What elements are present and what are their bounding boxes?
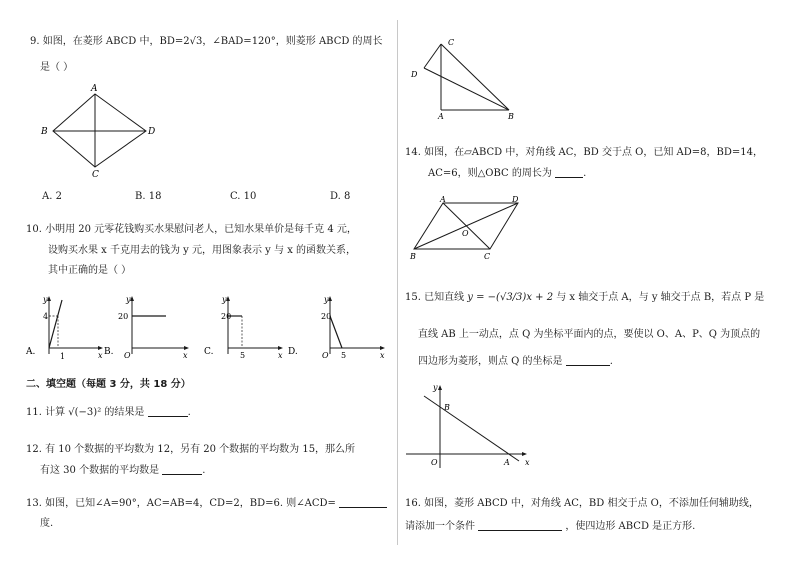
q15-line3-wrap: 四边形为菱形，则点 Q 的坐标是 . [418,356,613,367]
svg-text:y: y [222,295,227,304]
option-label: D. [288,347,298,357]
q10-line2: 设购买水果 x 千克用去的钱为 y 元，用图象表示 y 与 x 的函数关系， [48,245,357,256]
svg-text:O: O [431,458,438,467]
q15-line2: 直线 AB 上一动点，点 Q 为坐标平面内的点，要使以 O、A、P、Q 为顶点的 [418,329,761,340]
q10-line3: 其中正确的是（ ） [48,265,132,276]
line-ab [424,396,519,461]
q9-option-a: A. 2 [42,191,62,202]
q16-line2-post: ，使四边形 ABCD 是正方形. [565,521,696,532]
q9-line2: 是（ ） [40,62,74,73]
q10-line1: 10. 小明用 20 元零花钱购买水果慰问老人，已知水果单价是每千克 4 元， [26,224,357,235]
q14-parallelogram-figure [408,194,528,262]
svg-text:O: O [124,351,131,360]
q11-expr: √(−3)² [68,407,102,418]
q14-line2: AC=6，则△OBC 的周长为 [428,168,552,179]
svg-text:y: y [433,383,438,392]
svg-text:O: O [322,351,329,360]
svg-text:x: x [380,351,385,360]
q10-graph-b [104,294,204,364]
q11-post: 的结果是 [104,407,145,418]
svg-text:20: 20 [118,312,129,321]
svg-text:D: D [411,70,418,79]
svg-text:x: x [278,351,283,360]
q12-line1: 12. 有 10 个数据的平均数为 12，另有 20 个数据的平均数为 15，那么所 [26,444,356,455]
q9-option-d: D. 8 [330,191,351,202]
q13-figure [408,36,528,126]
q10-graph-a [26,294,116,364]
q15-line3: 四边形为菱形，则点 Q 的坐标是 [418,356,563,367]
q15-answer-blank[interactable] [566,355,610,366]
q9-option-c: C. 10 [230,191,257,202]
svg-text:C: C [448,38,455,47]
graph-line [49,300,62,348]
q13-line1: 13. 如图，已知∠A=90°，AC=AB=4，CD=2，BD=6. 则∠ACD= [26,498,336,509]
svg-text:B: B [410,252,416,261]
svg-text:A: A [440,195,446,204]
q16-answer-blank[interactable] [478,520,562,531]
diagonal-bd [414,203,518,249]
label-d: D [148,127,156,137]
q15-graph [404,382,539,472]
q14-line1: 14. 如图，在▱ABCD 中，对角线 AC，BD 交于点 O，已知 AD=8，BD=14， [405,147,763,158]
svg-text:5: 5 [341,351,347,360]
svg-text:20: 20 [321,312,332,321]
svg-text:1: 1 [60,352,66,361]
q12-line2: 有这 30 个数据的平均数是 [40,465,160,476]
svg-text:x: x [525,458,530,467]
svg-text:5: 5 [240,351,246,360]
q16-line2 [405,520,695,533]
svg-text:4: 4 [43,312,49,321]
label-c: C [92,170,99,180]
svg-text:y: y [126,295,131,304]
q14-line2-wrap: AC=6，则△OBC 的周长为 . [428,168,587,179]
graph-line [330,316,342,348]
option-label: A. [26,347,36,357]
q15-equation: y = −(√3/3)x + 2 [467,292,554,303]
q14-answer-blank[interactable] [555,167,583,178]
q15-line1 [405,291,764,304]
q12-line2-wrap: 有这 30 个数据的平均数是 . [40,465,206,476]
q11: 11. 计算 √(−3)² 的结果是 . [26,407,191,418]
q16-line2-pre: 请添加一个条件 [405,521,475,532]
option-label: C. [204,347,214,357]
svg-text:O: O [462,229,469,238]
q13-line2: 度. [40,518,54,529]
svg-text:B: B [444,403,450,412]
svg-text:A: A [504,458,510,467]
svg-text:B: B [508,112,514,121]
q12-answer-blank[interactable] [162,464,202,475]
label-b: B [41,127,48,137]
q15-post: 与 x 轴交于点 A，与 y 轴交于点 B，若点 P 是 [556,292,765,303]
q16-line1: 16. 如图，菱形 ABCD 中，对角线 AC，BD 相交于点 O，不添加任何辅助线， [405,498,759,509]
svg-text:x: x [98,351,103,360]
q10-graph-d [288,294,388,364]
label-a: A [91,84,98,94]
q13-line1-wrap [26,497,387,510]
svg-text:y: y [324,295,329,304]
svg-text:D: D [512,195,519,204]
segment-cb [441,44,509,110]
svg-text:C: C [484,252,491,261]
column-divider [397,20,398,545]
svg-text:A: A [438,112,444,121]
option-label: B. [104,347,114,357]
q9-line1: 9. 如图，在菱形 ABCD 中，BD=2√3，∠BAD=120°，则菱形 ABCD 的周长 [30,36,383,47]
segment-db [424,68,509,110]
q9-option-b: B. 18 [135,191,162,202]
svg-text:x: x [183,351,188,360]
q9-rhombus-figure [38,84,168,180]
segment-dc [424,44,441,68]
q13-answer-blank[interactable] [339,497,387,508]
svg-text:20: 20 [221,312,232,321]
q11-answer-blank[interactable] [148,406,188,417]
section2-title: 二、填空题（每题 3 分，共 18 分） [26,379,191,390]
q15-pre: 15. 已知直线 [405,292,465,303]
q11-pre: 11. 计算 [26,407,66,418]
svg-text:y: y [43,295,48,304]
